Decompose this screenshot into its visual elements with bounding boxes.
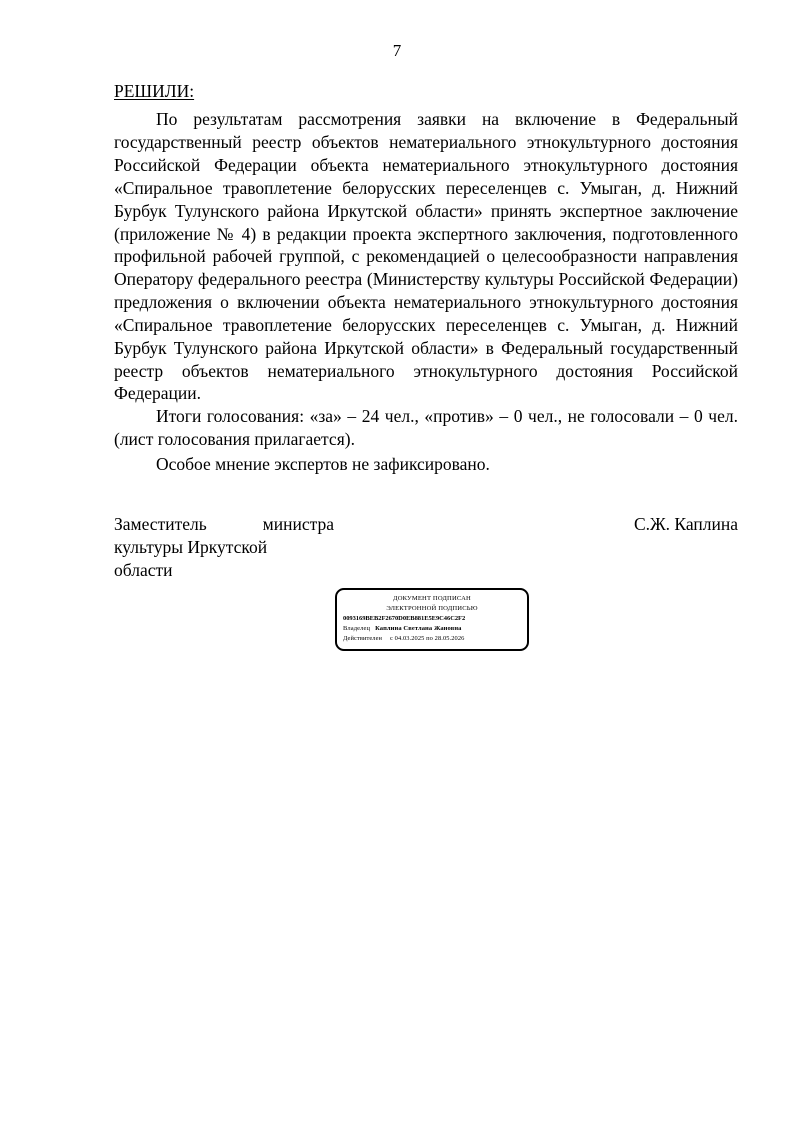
signatory-role-line-3: области — [114, 559, 173, 580]
signatory-role — [114, 513, 334, 604]
stamp-title-line-2: ЭЛЕКТРОННОЙ ПОДПИСЬЮ — [386, 605, 478, 613]
stamp-validity-label: Действителен — [343, 634, 383, 642]
document-body — [114, 80, 738, 476]
signatory-role-line-1: Заместитель министра — [114, 514, 334, 534]
stamp-validity-row — [342, 634, 522, 644]
stamp-owner-label: Владелец — [343, 624, 371, 632]
signatory-name: С.Ж. Каплина — [633, 514, 738, 534]
stamp-title-line-1: ДОКУМЕНТ ПОДПИСАН — [393, 595, 471, 602]
stamp-validity-range: с 04.03.2025 по 28.05.2026 — [390, 634, 465, 642]
stamp-certificate-id: 0093169BEB2F2670D0EB881E5E9C46C2F2 — [343, 615, 466, 623]
paragraph-decision: По результатам рассмотрения заявки на включение в Федеральный государственный реестр объектов нематериального этнокультурного достояния Российской Федерации объекта нематериального этнокультурного достояния «Спиральное травоплетение белорусских переселенцев с. Умыган, д. Нижний Бурбук Тулунского района Иркутской области» принять экспертное заключение (приложение № 4) в редакции проекта экспертного заключения, подготовленного профильной рабочей группой, с рекомендацией о целесообразности направления Оператору федерального реестра (Министерству культуры Российской Федерации) предложения о включении объекта нематериального этнокультурного достояния «Спиральное травоплетение белорусских переселенцев с. Умыган, д. Нижний Бурбук Тулунского района Иркутской области» в Федеральный государственный реестр объектов нематериального этнокультурного достояния Российской Федерации. — [114, 109, 738, 404]
page-number: 7 — [392, 41, 402, 60]
paragraph-dissenting-opinion: Особое мнение экспертов не зафиксировано. — [156, 453, 490, 474]
section-heading-text: РЕШИЛИ: — [114, 81, 195, 101]
stamp-owner-row — [342, 624, 522, 634]
section-heading — [114, 80, 738, 102]
signatory-role-line-2: культуры Иркутской — [114, 536, 268, 557]
stamp-owner-name: Каплина Светлана Жановна — [375, 624, 462, 632]
digital-signature-stamp — [335, 588, 529, 651]
signature-block — [114, 513, 738, 583]
paragraph-voting-results: Итоги голосования: «за» – 24 чел., «против» – 0 чел., не голосовали – 0 чел. (лист голосования прилагается). — [114, 406, 738, 449]
